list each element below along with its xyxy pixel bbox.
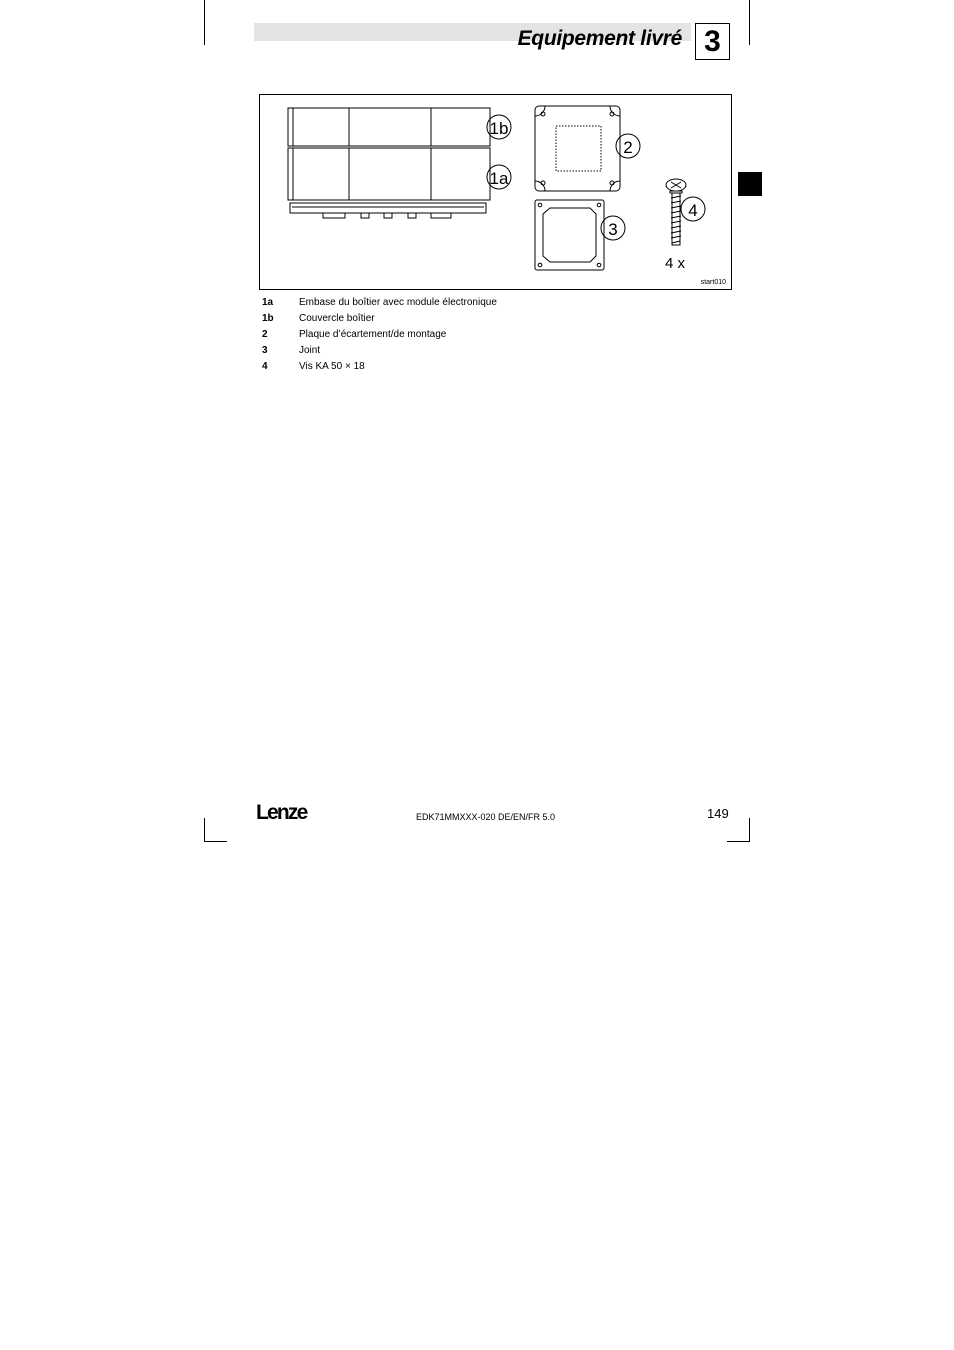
callout-1a: 1a xyxy=(489,169,509,188)
crop-mark xyxy=(749,818,750,842)
delivery-illustration xyxy=(260,95,733,291)
gasket-drawing xyxy=(535,200,604,270)
housing-cover-drawing xyxy=(288,108,490,146)
callout-2: 2 xyxy=(623,138,633,157)
legend-key: 3 xyxy=(262,345,268,356)
page-number: 149 xyxy=(707,806,729,821)
legend-text: Embase du boîtier avec module électronique xyxy=(299,297,497,308)
callout-3: 3 xyxy=(608,220,618,239)
legend-text: Vis KA 50 × 18 xyxy=(299,361,365,372)
delivery-figure xyxy=(259,94,732,290)
crop-mark xyxy=(204,818,205,842)
housing-base-drawing xyxy=(288,148,490,218)
crop-mark xyxy=(204,0,205,45)
legend-text: Couvercle boîtier xyxy=(299,313,375,324)
legend-key: 4 xyxy=(262,361,268,372)
document-reference: EDK71MMXXX-020 DE/EN/FR 5.0 xyxy=(416,812,556,822)
crop-mark xyxy=(204,841,227,842)
legend-text: Joint xyxy=(299,345,321,356)
chapter-number: 3 xyxy=(695,23,730,60)
screw-drawing xyxy=(666,179,686,245)
crop-mark xyxy=(727,841,750,842)
lenze-logo: Lenze xyxy=(256,801,307,824)
callout-4: 4 xyxy=(688,201,698,220)
figure-id: start010 xyxy=(700,279,726,286)
legend-key: 1a xyxy=(262,297,274,308)
page-title: Equipement livré xyxy=(517,27,682,50)
quantity-label: 4 x xyxy=(665,255,686,272)
legend-key: 1b xyxy=(262,313,274,324)
legend-key: 2 xyxy=(262,329,268,340)
chapter-tab-marker xyxy=(738,172,762,196)
mounting-plate-drawing xyxy=(535,106,620,191)
crop-mark xyxy=(749,0,750,45)
legend-text: Plaque d’écartement/de montage xyxy=(299,329,447,340)
callout-1b: 1b xyxy=(489,119,509,138)
